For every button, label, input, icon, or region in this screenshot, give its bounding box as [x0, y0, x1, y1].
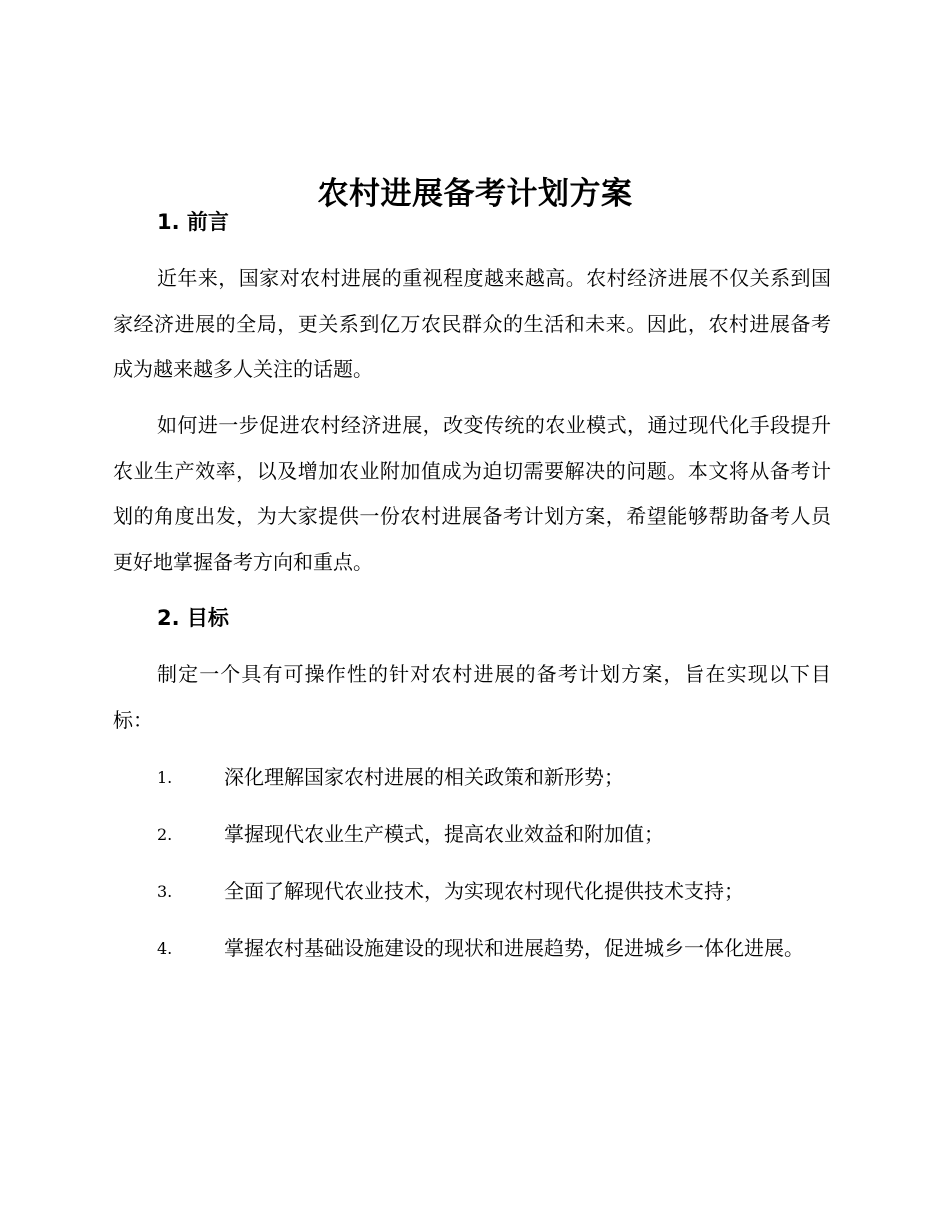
list-item-number: 1.: [157, 768, 173, 787]
section-heading-preface: 1. 前言: [157, 210, 229, 234]
list-item-text: 掌握农村基础设施建设的现状和进展趋势，促进城乡一体化进展。: [224, 936, 804, 960]
list-item-text: 掌握现代农业生产模式，提高农业效益和附加值；: [224, 822, 664, 846]
paragraph: 如何进一步促进农村经济进展，改变传统的农业模式，通过现代化手段提升农业生产效率，以及增加农业附加值成为迫切需要解决的问题。本文将从备考计划的角度出发，为大家提供一份农村进展备考计划方案，希望能够帮助备考人员更好地掌握备考方向和重点。: [113, 413, 831, 574]
paragraph: 制定一个具有可操作性的针对农村进展的备考计划方案，旨在实现以下目标：: [113, 662, 831, 732]
paragraph: 近年来，国家对农村进展的重视程度越来越高。农村经济进展不仅关系到国家经济进展的全局，更关系到亿万农民群众的生活和未来。因此，农村进展备考成为越来越多人关注的话题。: [113, 266, 831, 381]
list-item-number: 2.: [157, 825, 173, 844]
list-item-number: 4.: [157, 939, 173, 958]
list-item: [113, 755, 831, 801]
list-item: [113, 812, 831, 858]
list-item: [113, 926, 831, 972]
section-heading-goals: 2. 目标: [157, 606, 229, 630]
list-item-text: 全面了解现代农业技术，为实现农村现代化提供技术支持；: [224, 879, 744, 903]
document-title: 农村进展备考计划方案: [317, 175, 633, 212]
list-item: [113, 869, 831, 915]
list-item-number: 3.: [157, 882, 173, 901]
list-item-text: 深化理解国家农村进展的相关政策和新形势；: [224, 765, 624, 789]
